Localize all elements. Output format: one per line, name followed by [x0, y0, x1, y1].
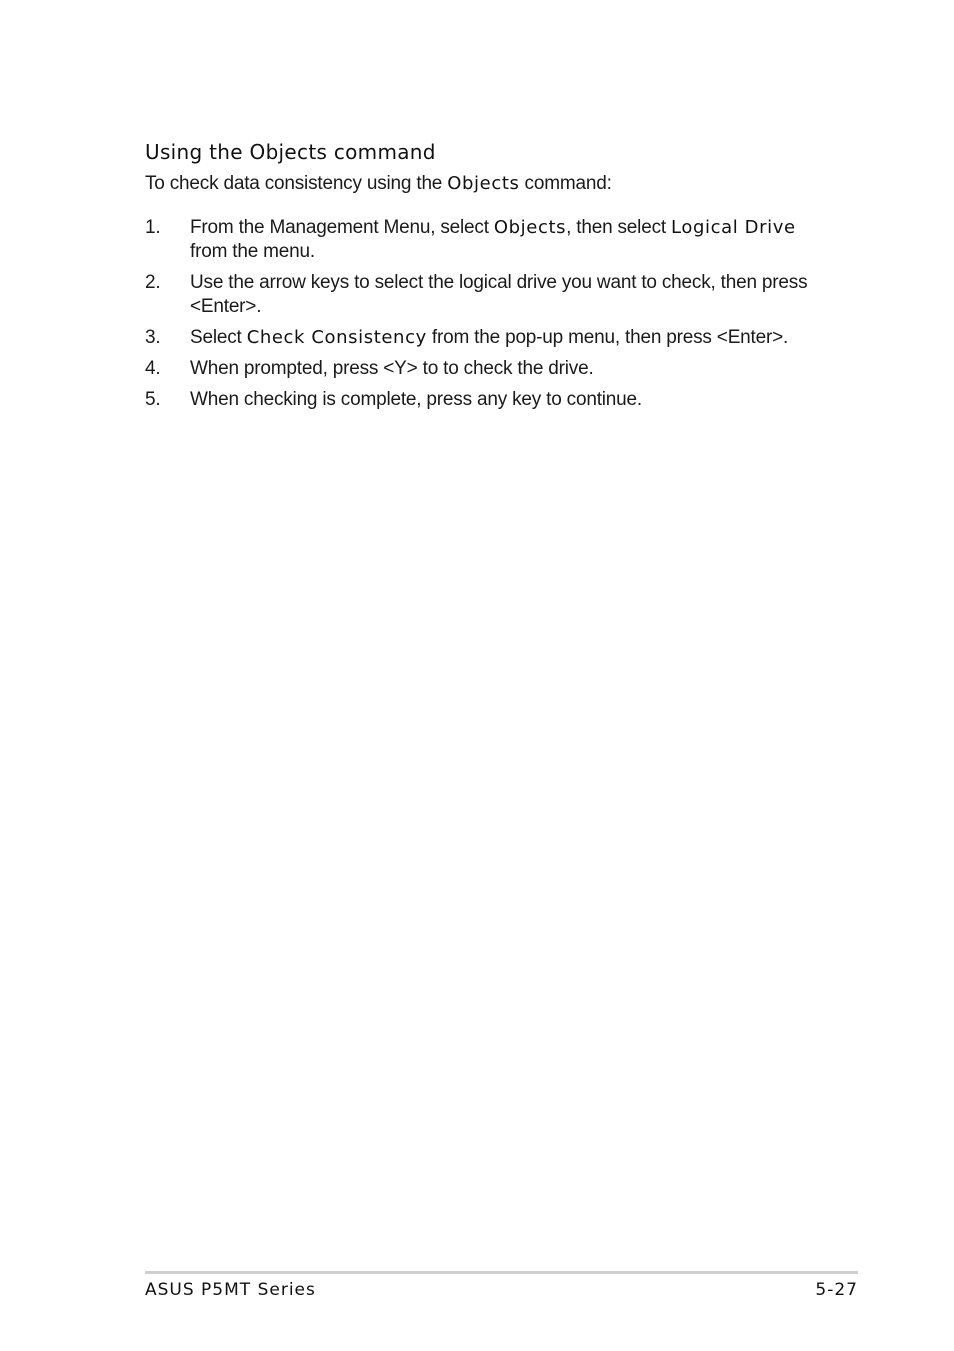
intro-command: Objects	[447, 173, 520, 194]
intro-text-end: command:	[519, 173, 612, 194]
step-command: Check Consistency	[246, 327, 427, 348]
step-text: from the pop-up menu, then press <Enter>.	[426, 327, 789, 348]
intro-text: To check data consistency using the	[145, 173, 448, 194]
step-text: Select	[190, 327, 247, 348]
step-text: from the menu.	[190, 241, 315, 262]
step-text: Use the arrow keys to select the logical drive you want to check, then press <Enter>.	[190, 272, 808, 317]
step-number: 3.	[145, 327, 161, 348]
step-3	[145, 326, 825, 350]
step-number: 2.	[145, 272, 161, 293]
footer-divider	[145, 1271, 858, 1274]
step-number: 4.	[145, 358, 161, 379]
step-number: 5.	[145, 389, 161, 410]
step-number: 1.	[145, 217, 161, 238]
section-heading: Using the Objects command	[145, 140, 436, 164]
step-text: From the Management Menu, select	[190, 217, 494, 238]
steps-list	[145, 216, 825, 412]
footer-product-name: ASUS P5MT Series	[145, 1280, 316, 1300]
step-command: Objects	[493, 217, 567, 238]
step-text: When checking is complete, press any key to continue.	[190, 389, 642, 410]
step-5	[145, 388, 825, 412]
step-command: Logical Drive	[671, 217, 796, 238]
step-text: When prompted, press <Y> to to check the drive.	[190, 358, 594, 379]
step-1	[145, 216, 825, 264]
step-2	[145, 271, 825, 319]
step-text: , then select	[566, 217, 672, 238]
footer-page-number: 5-27	[815, 1280, 858, 1300]
intro-paragraph	[145, 173, 612, 195]
step-4	[145, 357, 825, 381]
